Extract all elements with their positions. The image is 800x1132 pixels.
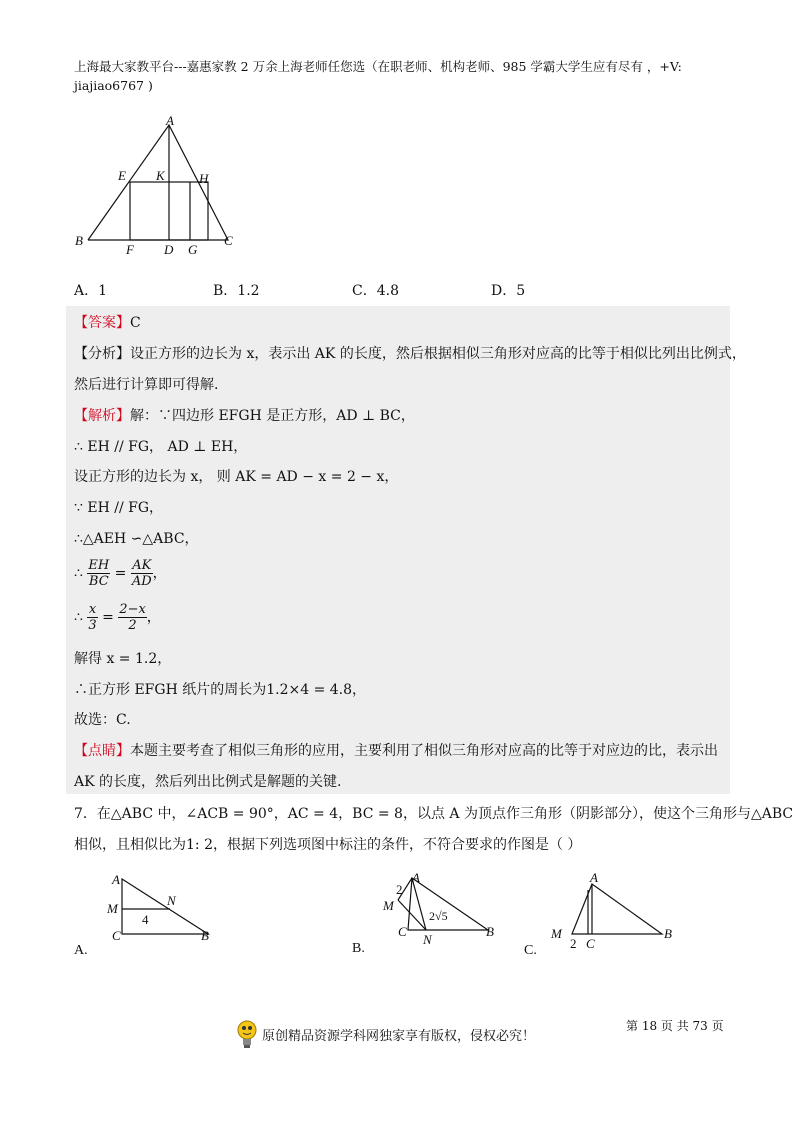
label-length-4: 4 <box>142 912 149 927</box>
label-a: A <box>166 113 174 128</box>
label-c: C <box>224 233 233 248</box>
option-b-letter: B. <box>352 941 365 956</box>
fraction-denominator: 3 <box>88 618 97 633</box>
label-length-2: 2 <box>396 882 403 897</box>
comment-text-1: 本题主要考查了相似三角形的应用，主要利用了相似三角形对应高的比等于对应边的比，表示出 <box>130 743 718 759</box>
label-g: G <box>188 242 198 257</box>
analysis-text-1: 设正方形的边长为 x，表示出 AK 的长度，然后根据相似三角形对应高的比等于相似比列出比例式， <box>130 346 746 362</box>
label-m: M <box>107 901 118 916</box>
label-c: C <box>112 928 121 943</box>
solution-line-7 <box>74 602 161 633</box>
answer-line <box>74 312 141 332</box>
label-a: A <box>412 870 420 885</box>
option-d: D．5 <box>491 283 526 299</box>
fraction-eh-bc <box>87 558 110 589</box>
comment-line-2: AK 的长度，然后列出比例式是解题的关键. <box>74 774 342 790</box>
label-h: H <box>199 171 209 186</box>
triangle-amb <box>572 884 662 934</box>
question-7-line-2: 相似，且相似比为1: 2，根据下列选项图中标注的条件，不符合要求的作图是（ ） <box>74 837 582 853</box>
label-f: F <box>126 242 134 257</box>
fraction-2x-2 <box>118 602 147 633</box>
solution-line-8: 解得 x = 1.2， <box>74 651 172 667</box>
therefore-symbol: ∴ <box>74 609 83 626</box>
option-a-letter: A. <box>74 943 88 958</box>
answer-text: C <box>130 315 141 331</box>
fraction-numerator: EH <box>88 558 110 573</box>
solution-text-1: 解：∵四边形 EFGH 是正方形，AD ⊥ BC， <box>130 408 415 424</box>
solution-tag: 【解析】 <box>74 408 130 424</box>
solution-line-5: ∴△AEH ∽△ABC， <box>74 531 199 547</box>
option-a-figure <box>70 868 220 963</box>
label-a: A <box>112 872 120 887</box>
fraction-numerator: AK <box>132 558 152 573</box>
label-c: C <box>586 936 595 951</box>
label-k: K <box>156 168 165 183</box>
solution-line-3: 设正方形的边长为 x， 则 AK = AD − x = 2 − x， <box>74 469 399 485</box>
comma: ， <box>146 609 161 626</box>
answer-tag: 【答案】 <box>74 315 130 331</box>
fraction-ak-ad <box>131 558 153 589</box>
fraction-denominator: 2 <box>128 618 137 633</box>
label-c: C <box>398 924 407 939</box>
option-c-figure <box>522 866 692 961</box>
label-length-2: 2 <box>570 936 577 951</box>
triangle-square-figure <box>70 112 250 260</box>
solution-line-9: ∴正方形 EFGH 纸片的周长为1.2×4 = 4.8， <box>74 682 367 698</box>
fraction-numerator: 2−x <box>119 602 146 617</box>
label-length-2-root-5: 2√5 <box>429 909 448 923</box>
header-line-1: 上海最大家教平台---嘉惠家教 2 万余上海老师任您选（在职老师、机构老师、985 学霸大学生应有尽有 ，+V: <box>74 59 682 74</box>
fraction-numerator: x <box>88 602 97 617</box>
analysis-line-2: 然后进行计算即可得解. <box>74 377 219 393</box>
page-number: 第 18 页 共 73 页 <box>626 1019 724 1033</box>
label-a: A <box>590 870 598 885</box>
comment-line-1 <box>74 740 718 760</box>
fraction-denominator: AD <box>131 574 152 589</box>
equals-sign: = <box>102 609 114 626</box>
lightbulb-icon <box>234 1018 262 1052</box>
solution-line-6 <box>74 558 167 589</box>
label-b: B <box>75 233 83 248</box>
label-b: B <box>201 928 209 943</box>
label-m: M <box>551 926 562 941</box>
solution-line-1 <box>74 405 415 425</box>
label-n: N <box>423 932 432 947</box>
fraction-denominator: BC <box>88 574 109 589</box>
analysis-tag: 【分析】 <box>74 346 130 362</box>
option-c: C．4.8 <box>352 283 399 299</box>
solution-line-2: ∴ EH // FG， AD ⊥ EH， <box>74 439 248 455</box>
option-b: B．1.2 <box>213 283 260 299</box>
question-7-line-1: 7．在△ABC 中，∠ACB = 90°，AC = 4，BC = 8，以点 A 为顶点作三角形（阴影部分），使这个三角形与△ABC <box>74 806 794 822</box>
header-line-2: jiajiao6767 ) <box>74 78 153 93</box>
therefore-symbol: ∴ <box>74 565 83 582</box>
comment-tag: 【点睛】 <box>74 743 130 759</box>
label-b: B <box>486 924 494 939</box>
copyright-notice: 原创精品资源学科网独家享有版权，侵权必究！ <box>262 1029 536 1044</box>
label-n: N <box>167 893 176 908</box>
page-header <box>74 57 734 95</box>
label-m: M <box>383 898 394 913</box>
analysis-line-1 <box>74 343 746 363</box>
triangle-abc-a <box>122 879 208 934</box>
solution-line-4: ∵ EH // FG， <box>74 500 164 516</box>
fraction-x-3 <box>87 602 97 633</box>
option-c-letter: C. <box>524 943 537 958</box>
comma: ， <box>152 565 167 582</box>
option-a: A．1 <box>74 283 108 299</box>
label-d: D <box>164 242 174 257</box>
option-b-figure <box>350 866 510 961</box>
label-b: B <box>664 926 672 941</box>
solution-line-10: 故选：C. <box>74 712 131 728</box>
equals-sign: = <box>114 565 127 582</box>
label-e: E <box>118 168 126 183</box>
triangle-abc-b <box>408 878 488 930</box>
